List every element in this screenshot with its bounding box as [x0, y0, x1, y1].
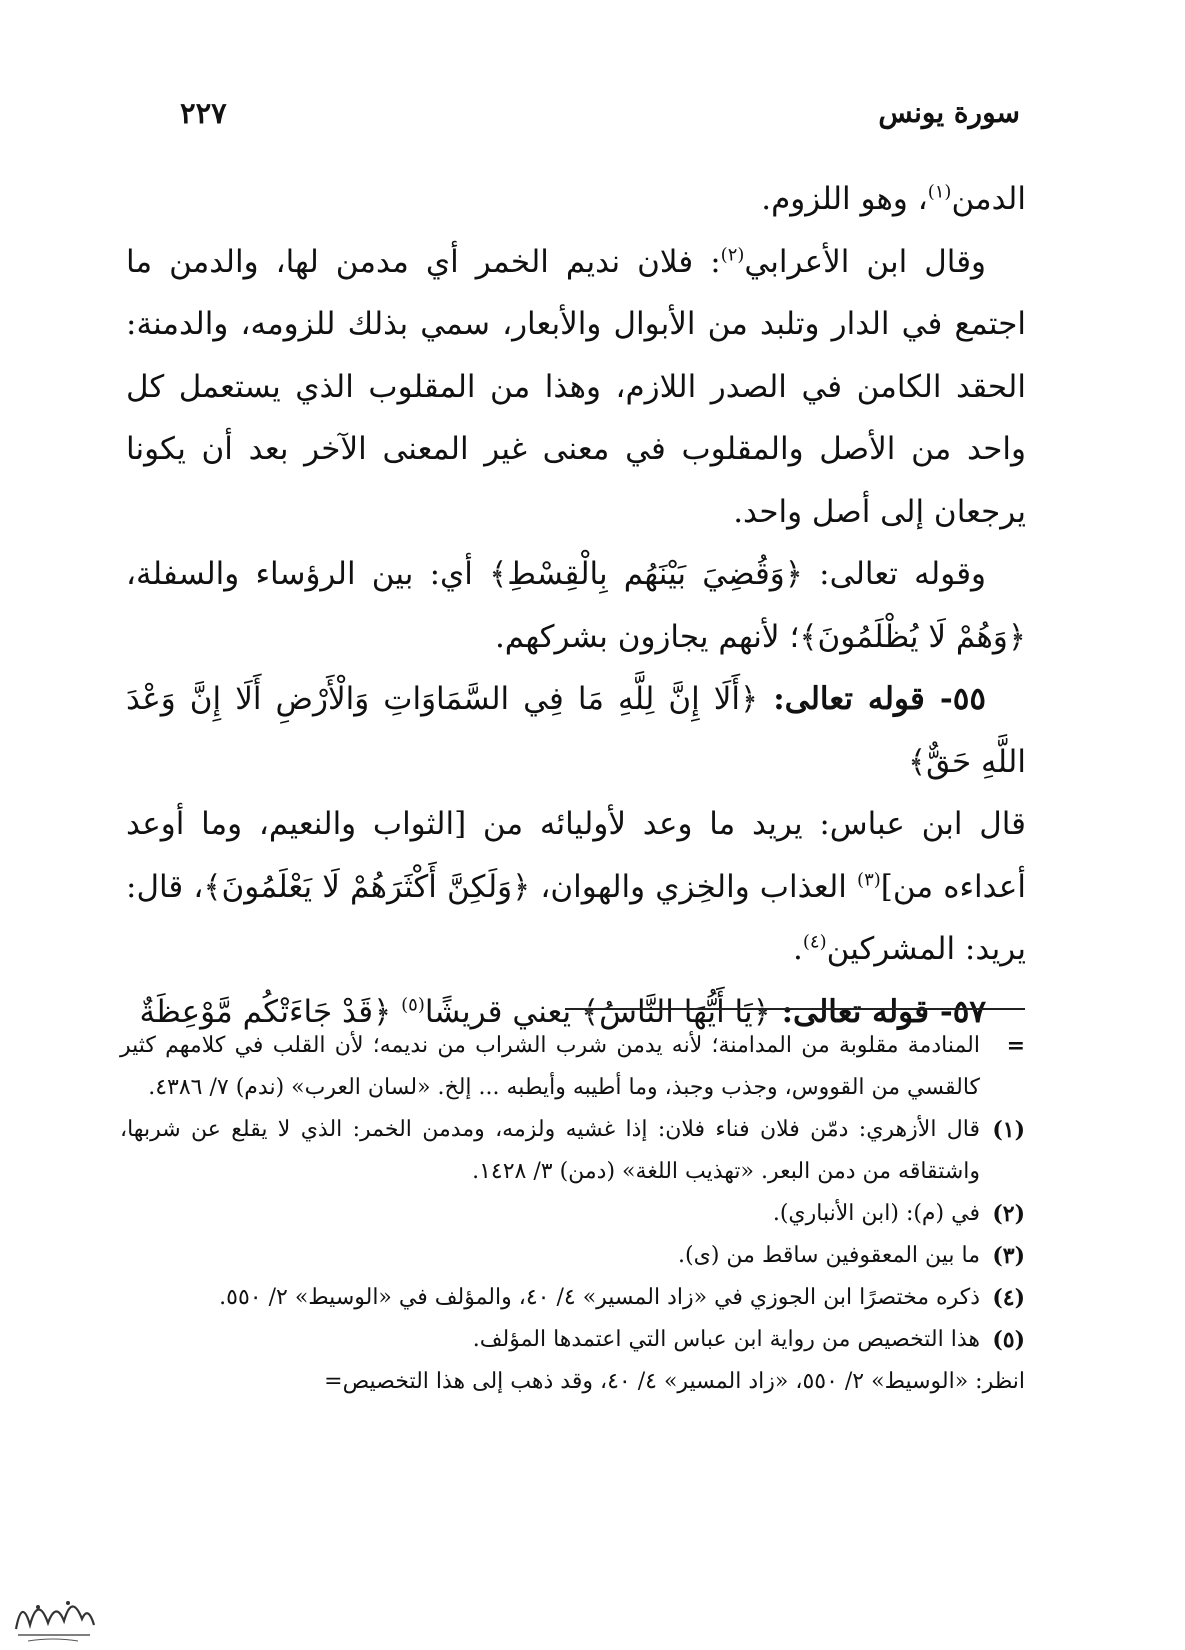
paragraph-5: قال ابن عباس: يريد ما وعد لأوليائه من [الثواب والنعيم، وما أوعد أعداءه من]$^{(٣)}$ العذاب والخِزي والهوان، ﴿وَلَكِنَّ أَكْثَرَهُمْ لَا يَعْلَمُونَ﴾، قال: يريد: المشركين$^{(٤)}$.	[126, 806, 1027, 967]
paragraph-4: ٥٥- قوله تعالى: ﴿أَلَا إِنَّ لِلَّهِ مَا فِي السَّمَاوَاتِ وَالْأَرْضِ أَلَا إِنَّ وَعْدَ اللَّهِ حَقٌّ﴾	[126, 681, 1026, 780]
quran-verse: ﴿أَلَا إِنَّ لِلَّهِ مَا فِي السَّمَاوَاتِ وَالْأَرْضِ أَلَا إِنَّ وَعْدَ اللَّهِ حَقٌّ﴾	[126, 681, 1026, 780]
quran-verse: ﴿قَدْ جَاءَتْكُم مَّوْعِظَةٌ	[139, 993, 402, 1030]
quran-verse: ﴿يَا أَيُّهَا النَّاسُ﴾	[580, 993, 771, 1030]
verse-number: ٥٥	[952, 681, 986, 717]
quran-verse: ﴿وَقُضِيَ بَيْنَهُم بِالْقِسْطِ﴾	[489, 556, 803, 592]
footnote-4: (٤) ذكره مختصرًا ابن الجوزي في «زاد المسير» ٤/ ٤٠، والمؤلف في «الوسيط» ٢/ ٥٥٠.	[120, 1277, 1025, 1319]
footnote-marker: (١)	[992, 1117, 1025, 1143]
footnote-marker: (٣)	[992, 1243, 1025, 1269]
footnote-ref-2[interactable]: (٢)	[720, 244, 745, 266]
footnote-1: (١) قال الأزهري: دمّن فلان فناء فلان: إذا غشيه ولزمه، ومدمن الخمر: الذي لا يقلع عن شربها، واشتقاقه من دمن البعر. «تهذيب اللغة» (دمن) ٣/ ١٤٢٨.	[120, 1109, 1025, 1193]
footnote-divider	[565, 1008, 1025, 1010]
page-header	[180, 96, 1020, 140]
page-number: ٢٢٧	[180, 96, 227, 130]
main-text	[126, 168, 1026, 1043]
footnote-continuation: = المنادمة مقلوبة من المدامنة؛ لأنه يدمن شرب الشراب من نديمه؛ لأن القلب في كلامهم كثير كالقسي من القووس، وجذب وجبذ، وما أطيبه وأيطبه ... إلخ. «لسان العرب» (ندم) ٧/ ٤٣٨٦.	[120, 1025, 1025, 1109]
verse-number: ٥٧	[952, 993, 986, 1030]
footnote-ref-3[interactable]: (٣)	[857, 869, 881, 891]
footnote-ref-4[interactable]: (٤)	[802, 931, 827, 953]
paragraph-3: وقوله تعالى: ﴿وَقُضِيَ بَيْنَهُم بِالْقِسْطِ﴾ أي: بين الرؤساء والسفلة، ﴿وَهُمْ لَا يُظْلَمُونَ﴾؛ لأنهم يجازون بشركهم.	[126, 556, 1026, 655]
paragraph-2: وقال ابن الأعرابي$^{(٢)}$: فلان نديم الخمر أي مدمن لها، والدمن ما اجتمع في الدار وتلبد من الأبوال والأبعار، سمي بذلك للزومه، والدمنة: الحقد الكامن في الصدر اللازم، وهذا من المقلوب الذي يستعمل كل واحد من الأصل والمقلوب في معنى غير المعنى الآخر بعد أن يكونا يرجعان إلى أصل واحد.	[126, 243, 1026, 530]
footnote-marker: =	[1006, 1033, 1025, 1059]
footnote-ref-1[interactable]: (١)	[927, 181, 952, 203]
surah-title: سورة يونس	[878, 96, 1020, 129]
footnote-5-continuation: انظر: «الوسيط» ٢/ ٥٥٠، «زاد المسير» ٤/ ٤٠، وقد ذهب إلى هذا التخصيص=	[324, 1369, 1025, 1394]
paragraph-6: ٥٧- قوله تعالى: ﴿يَا أَيُّهَا النَّاسُ﴾ يعني قريشًا$^{(٥)}$ ﴿قَدْ جَاءَتْكُم مَّوْعِظَةٌ	[139, 993, 986, 1030]
footnote-marker: (٢)	[992, 1201, 1025, 1227]
paragraph-1: الدمن$^{(١)}$، وهو اللزوم.	[761, 181, 1026, 217]
quran-verse: ﴿وَهُمْ لَا يُظْلَمُونَ﴾	[799, 618, 1026, 655]
footnote-5: (٥) هذا التخصيص من رواية ابن عباس التي اعتمدها المؤلف.	[120, 1319, 1025, 1361]
footnote-2: (٢) في (م): (ابن الأنباري).	[120, 1193, 1025, 1235]
footnote-ref-5[interactable]: (٥)	[401, 994, 425, 1016]
footnote-marker: (٥)	[992, 1327, 1025, 1353]
footnote-marker: (٤)	[992, 1285, 1025, 1311]
library-watermark-icon	[8, 1585, 98, 1645]
footnote-3: (٣) ما بين المعقوفين ساقط من (ى).	[120, 1235, 1025, 1277]
quran-verse: ﴿وَلَكِنَّ أَكْثَرَهُمْ لَا يَعْلَمُونَ﴾	[203, 868, 531, 905]
footnotes	[120, 1025, 1025, 1403]
